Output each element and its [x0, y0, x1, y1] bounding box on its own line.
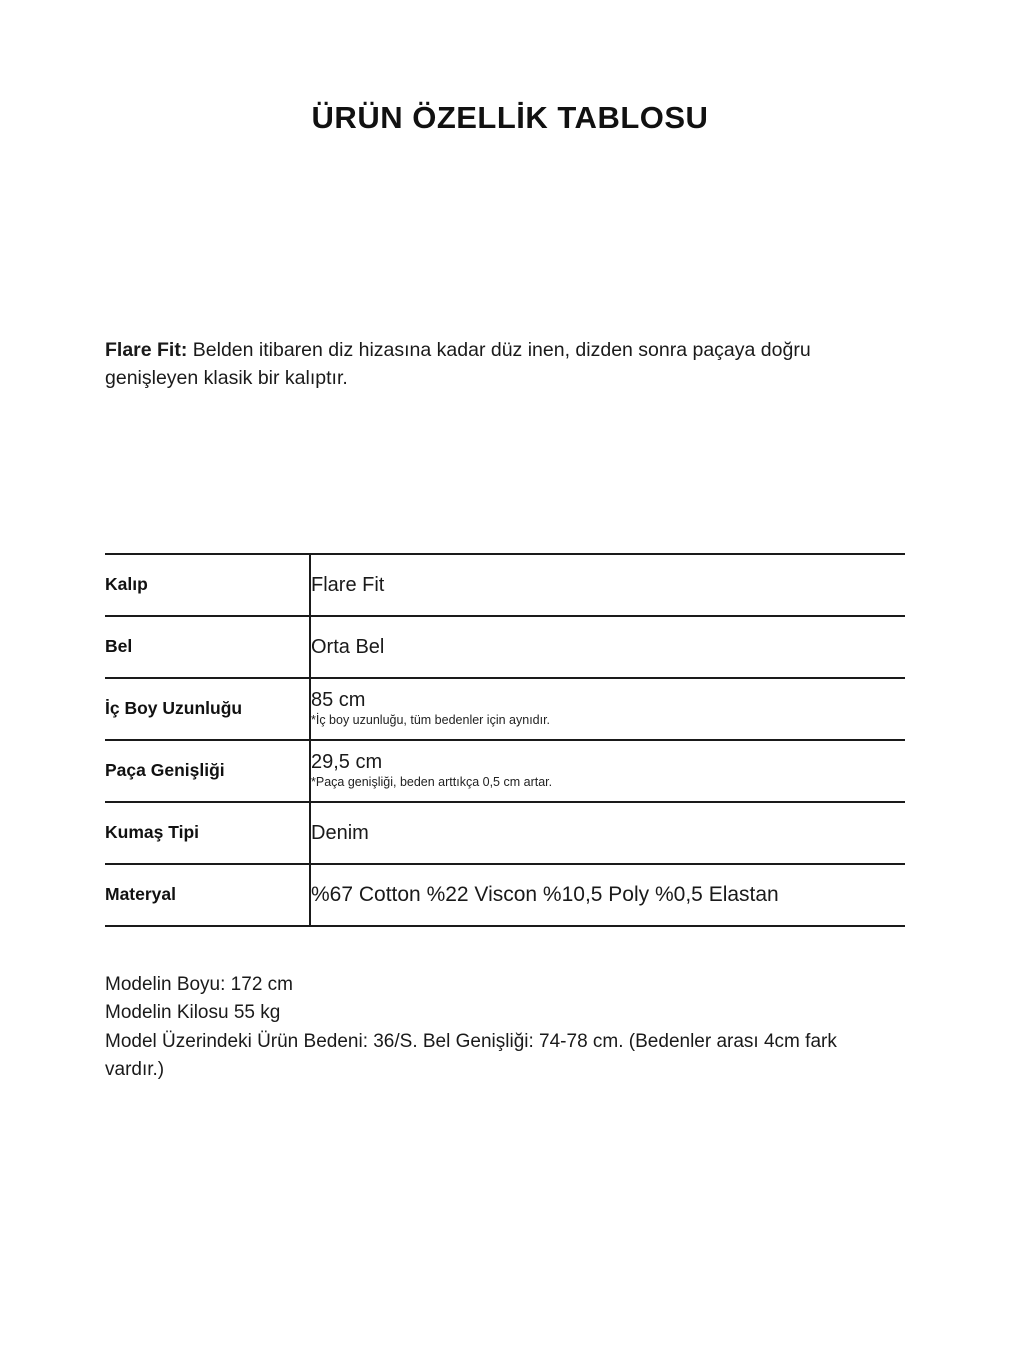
- spec-value: Denim: [311, 821, 369, 844]
- spec-value-cell: [310, 616, 905, 678]
- spec-note: *Paça genişliği, beden arttıkça 0,5 cm artar.: [311, 775, 553, 790]
- table-row: [105, 678, 905, 740]
- spec-label: Materyal: [105, 864, 310, 926]
- table-row: [105, 802, 905, 864]
- spec-value-cell: [310, 678, 905, 740]
- spec-label: Bel: [105, 616, 310, 678]
- spec-value: 29,5 cm: [311, 751, 383, 774]
- intro-paragraph: [105, 336, 835, 393]
- spec-label: Paça Genişliği: [105, 740, 310, 802]
- model-weight: Modelin Kilosu 55 kg: [105, 1002, 281, 1024]
- spec-value: 85 cm: [311, 689, 366, 712]
- table-row: [105, 616, 905, 678]
- spec-label: Kalıp: [105, 554, 310, 616]
- intro-lead: Flare Fit:: [105, 339, 188, 361]
- spec-note: *İç boy uzunluğu, tüm bedenler için aynıdır.: [311, 713, 551, 728]
- table-row: [105, 554, 905, 616]
- intro-text: Belden itibaren diz hizasına kadar düz inen, dizden sonra paçaya doğru genişleyen klasik bir kalıptır.: [105, 339, 811, 390]
- spec-value: Flare Fit: [311, 573, 385, 596]
- spec-value: %67 Cotton %22 Viscon %10,5 Poly %0,5 Elastan: [311, 882, 779, 906]
- spec-value-cell: [310, 802, 905, 864]
- model-size: Model Üzerindeki Ürün Bedeni: 36/S. Bel Genişliği: 74-78 cm. (Bedenler arası 4cm fark vardır.): [105, 1030, 843, 1081]
- table-row: [105, 864, 905, 926]
- spec-value-cell: [310, 554, 905, 616]
- spec-label: Kumaş Tipi: [105, 802, 310, 864]
- page-title: ÜRÜN ÖZELLİK TABLOSU: [311, 100, 709, 135]
- model-height: Modelin Boyu: 172 cm: [105, 973, 293, 995]
- table-row: [105, 740, 905, 802]
- spec-value-cell: [310, 864, 905, 926]
- product-spec-table: [105, 553, 905, 927]
- spec-value-cell: [310, 740, 905, 802]
- spec-label: İç Boy Uzunluğu: [105, 678, 310, 740]
- model-info-block: [105, 971, 885, 1085]
- spec-value: Orta Bel: [311, 635, 385, 658]
